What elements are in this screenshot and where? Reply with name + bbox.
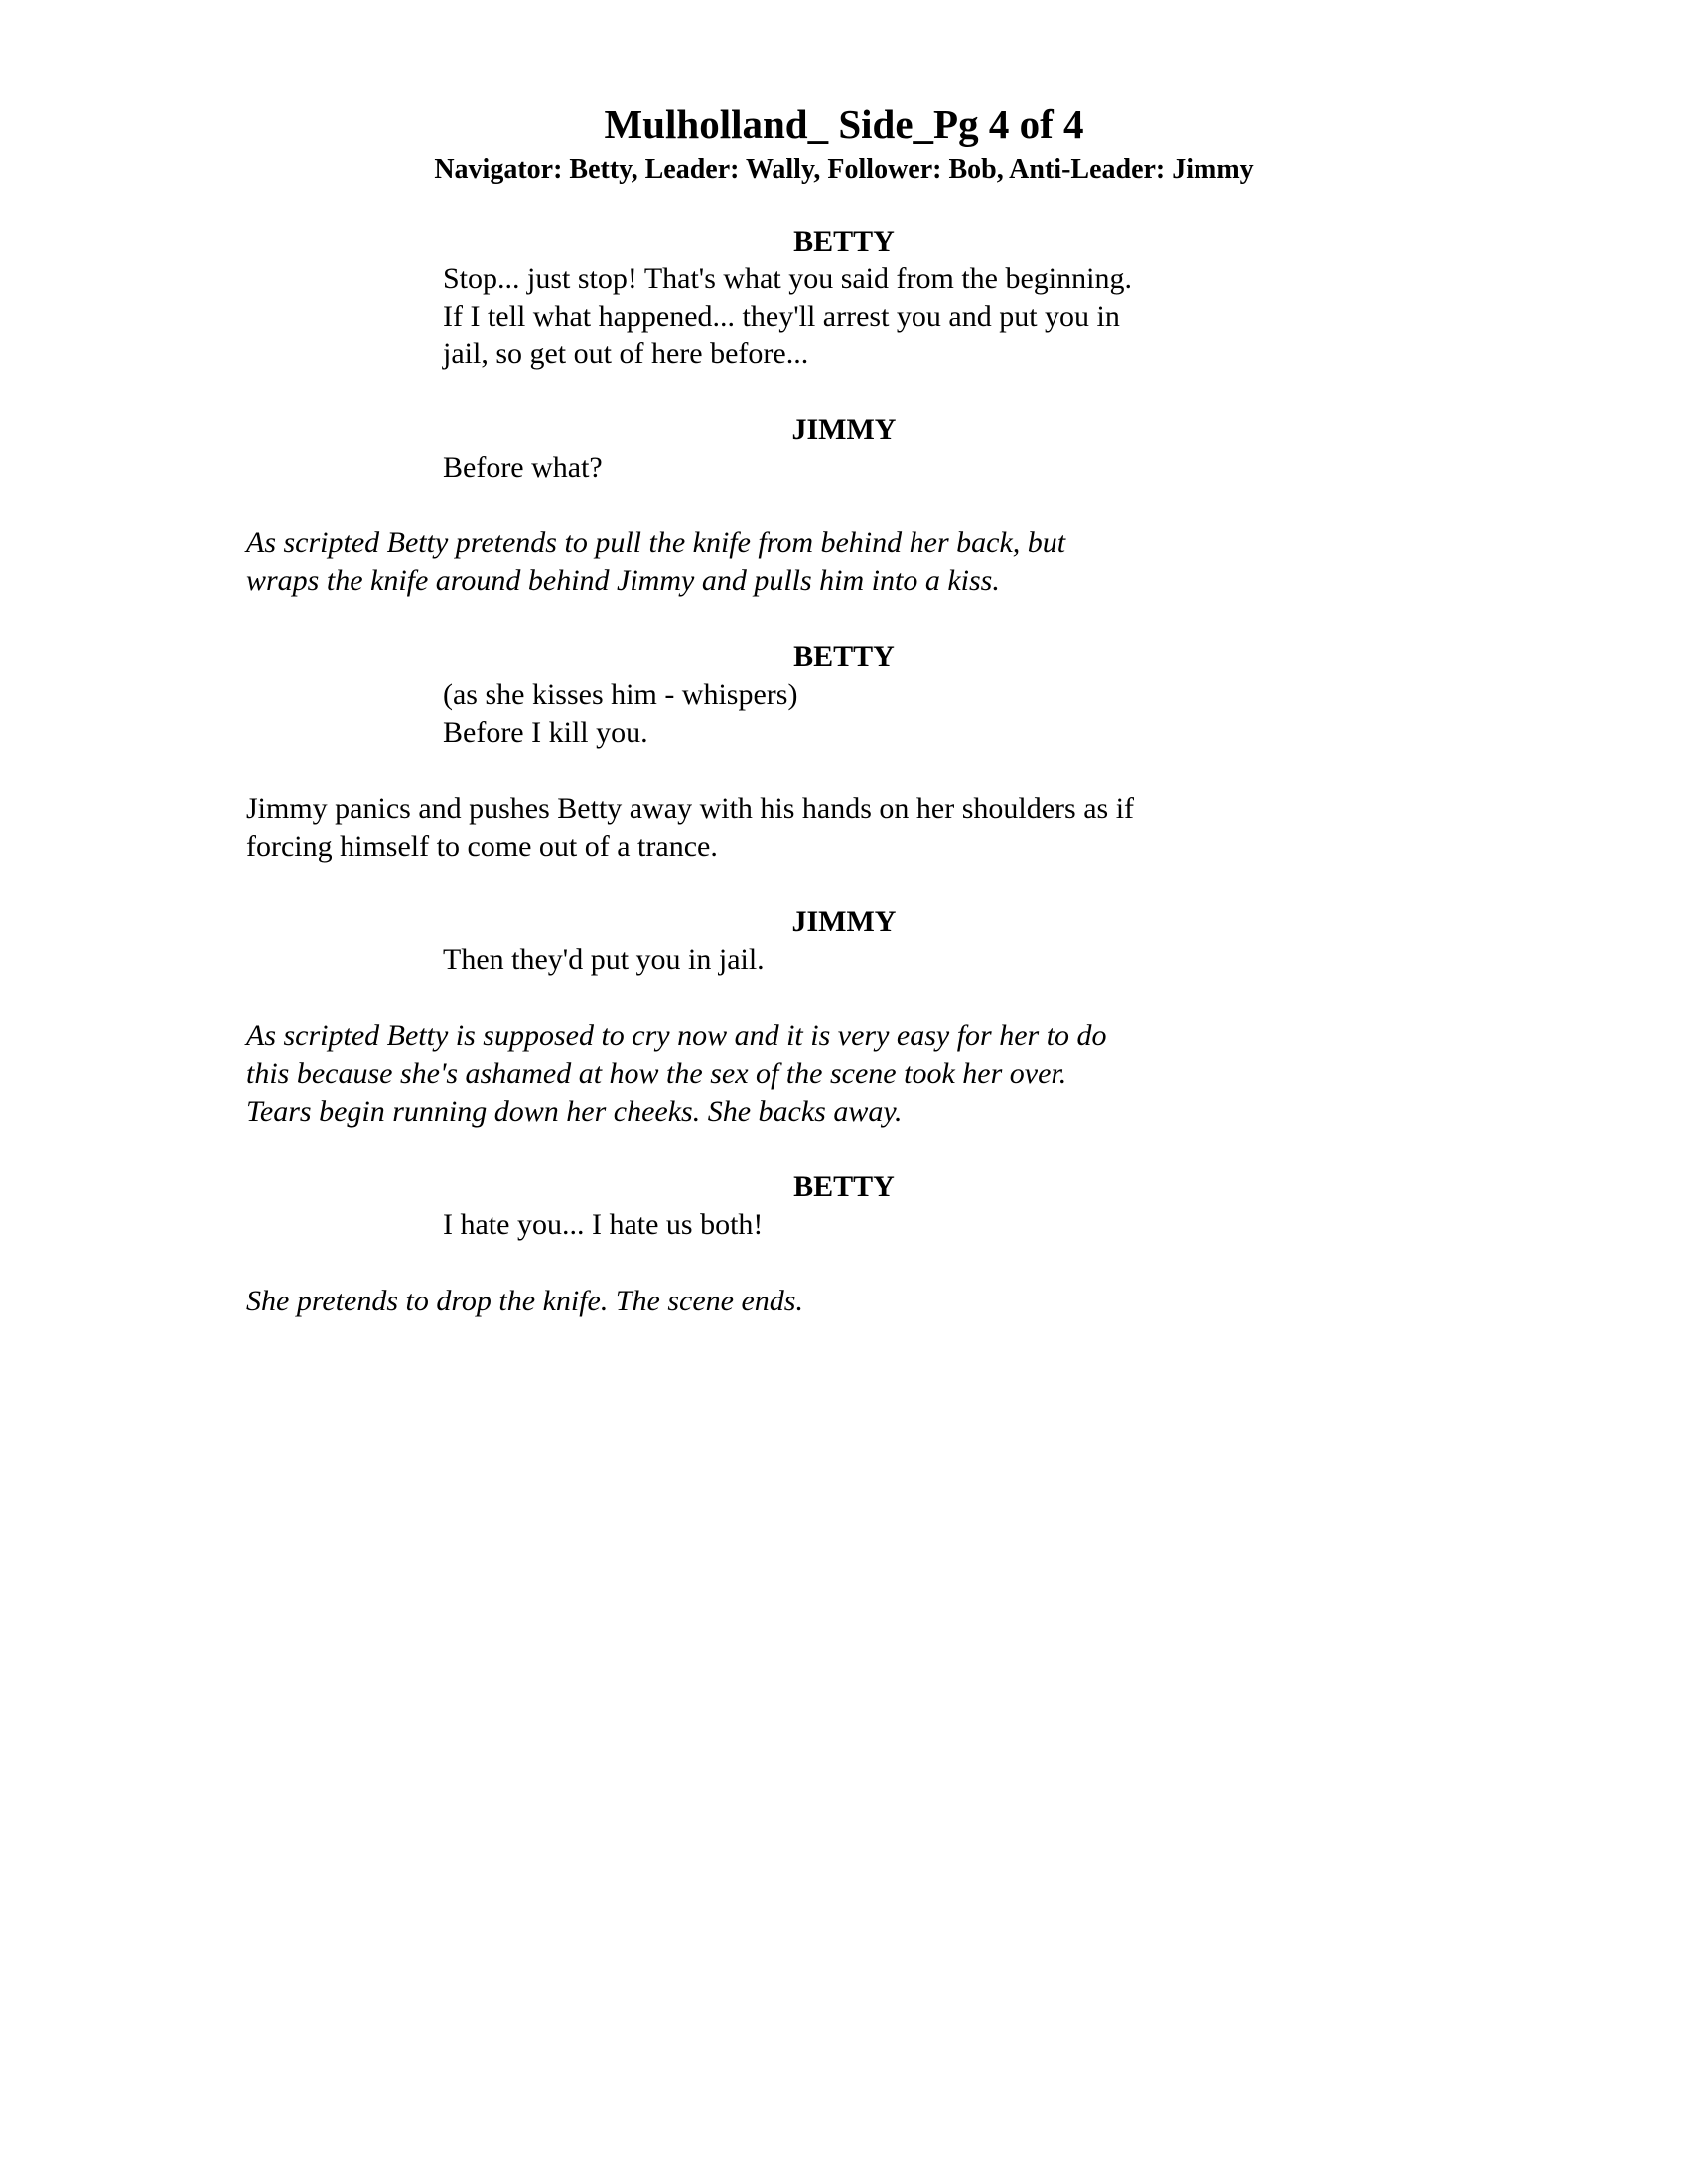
direction-line: Tears begin running down her cheeks. She backs away. [246,1095,903,1128]
action-line-1 [246,790,1438,866]
character-name-betty: BETTY [793,640,895,673]
direction-line: As scripted Betty pretends to pull the knife from behind her back, but [246,526,1066,559]
dialogue-line: Before what? [443,451,603,483]
dialogue-line: (as she kisses him - whispers) [443,678,798,711]
character-name-jimmy: JIMMY [791,413,897,446]
direction-line: As scripted Betty is supposed to cry now and it is very easy for her to do [246,1020,1107,1052]
dialogue-line: If I tell what happened... they'll arrest you and put you in [443,300,1120,333]
direction-line: She pretends to drop the knife. The scene ends. [246,1285,803,1317]
stage-direction-2 [246,1018,1438,1131]
stage-direction-1 [246,524,1438,600]
dialogue-jimmy-2 [443,941,1336,979]
page-title: Mulholland_ Side_Pg 4 of 4 [604,101,1084,147]
role-assignments: Navigator: Betty, Leader: Wally, Follower: Bob, Anti-Leader: Jimmy [434,154,1254,185]
character-name-betty: BETTY [793,225,895,258]
dialogue-line: Before I kill you. [443,716,648,749]
dialogue-betty-3 [443,1206,1336,1244]
dialogue-line: jail, so get out of here before... [443,338,809,370]
direction-line: wraps the knife around behind Jimmy and pulls him into a kiss. [246,564,1000,597]
direction-line: this because she's ashamed at how the sex of the scene took her over. [246,1057,1067,1090]
action-text-line: Jimmy panics and pushes Betty away with his hands on her shoulders as if [246,792,1135,825]
dialogue-line: Stop... just stop! That's what you said from the beginning. [443,262,1132,295]
dialogue-betty-2 [443,676,1336,751]
dialogue-line: Then they'd put you in jail. [443,943,765,976]
dialogue-jimmy-1 [443,449,1336,486]
stage-direction-3 [246,1283,1438,1320]
action-text-line: forcing himself to come out of a trance. [246,830,718,863]
dialogue-betty-1 [443,260,1336,373]
character-name-jimmy: JIMMY [791,905,897,938]
dialogue-line: I hate you... I hate us both! [443,1208,764,1241]
character-name-betty: BETTY [793,1170,895,1203]
